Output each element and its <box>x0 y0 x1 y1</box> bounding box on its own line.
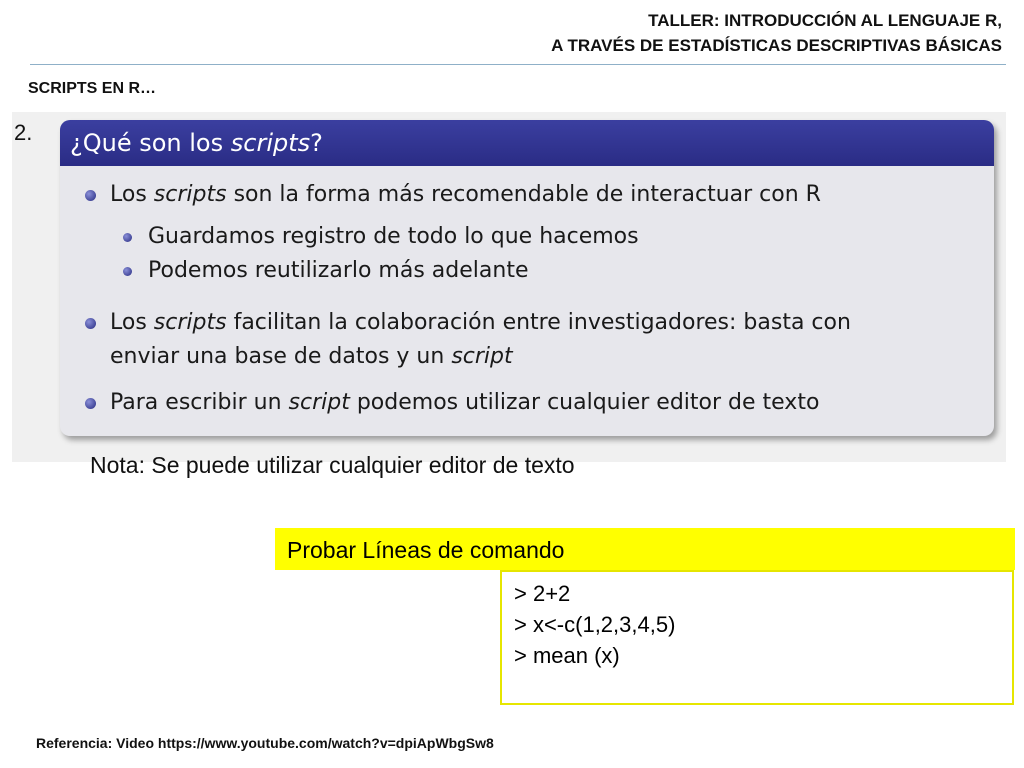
bullet-3-post: podemos utilizar cualquier editor de texto <box>349 390 820 415</box>
slide-title-post: ? <box>310 129 323 157</box>
command-box <box>500 570 1014 705</box>
header-line-2: A TRAVÉS DE ESTADÍSTICAS DESCRIPTIVAS BÁSICAS <box>551 36 1002 55</box>
bullet-2-line2-pre: enviar una base de datos y un <box>110 344 452 369</box>
command-line: > mean (x) <box>514 643 620 668</box>
slide-image-area <box>12 112 1006 462</box>
command-panel-title: Probar Líneas de comando <box>275 528 1015 570</box>
bullet-1-pre: Los <box>110 182 154 207</box>
note-text: Nota: Se puede utilizar cualquier editor de texto <box>90 452 575 478</box>
bullet-2-post: facilitan la colaboración entre investigadores: basta con <box>226 310 851 335</box>
bullet-3-em: script <box>288 390 350 415</box>
header-divider <box>30 64 1006 65</box>
sub-bullet-1: Guardamos registro de todo lo que hacemos <box>118 220 974 254</box>
slide-title-pre: ¿Qué son los <box>70 129 231 157</box>
bullet-1 <box>80 178 974 212</box>
item-number: 2. <box>14 120 33 145</box>
bullet-2 <box>80 306 974 374</box>
command-line: > 2+2 <box>514 581 571 606</box>
command-line: > x<-c(1,2,3,4,5) <box>514 612 676 637</box>
section-title: SCRIPTS EN R… <box>28 80 157 97</box>
slide-body <box>60 166 994 420</box>
presentation-header <box>551 8 1002 58</box>
slide-title <box>60 120 994 166</box>
bullet-2-line2-em: script <box>451 344 513 369</box>
bullet-1-post: son la forma más recomendable de interactuar con R <box>226 182 821 207</box>
bullet-1-em: scripts <box>153 182 227 207</box>
header-line-1: TALLER: INTRODUCCIÓN AL LENGUAJE R, <box>648 11 1002 30</box>
bullet-3-pre: Para escribir un <box>110 390 289 415</box>
embedded-slide <box>60 120 994 436</box>
bullet-2-em: scripts <box>153 310 227 335</box>
reference-text: Referencia: Video https://www.youtube.com/watch?v=dpiApWbgSw8 <box>36 735 494 751</box>
bullet-2-pre: Los <box>110 310 154 335</box>
sub-bullet-2: Podemos reutilizarlo más adelante <box>118 254 974 288</box>
bullet-3 <box>80 386 974 420</box>
slide-title-em: scripts <box>230 129 311 157</box>
